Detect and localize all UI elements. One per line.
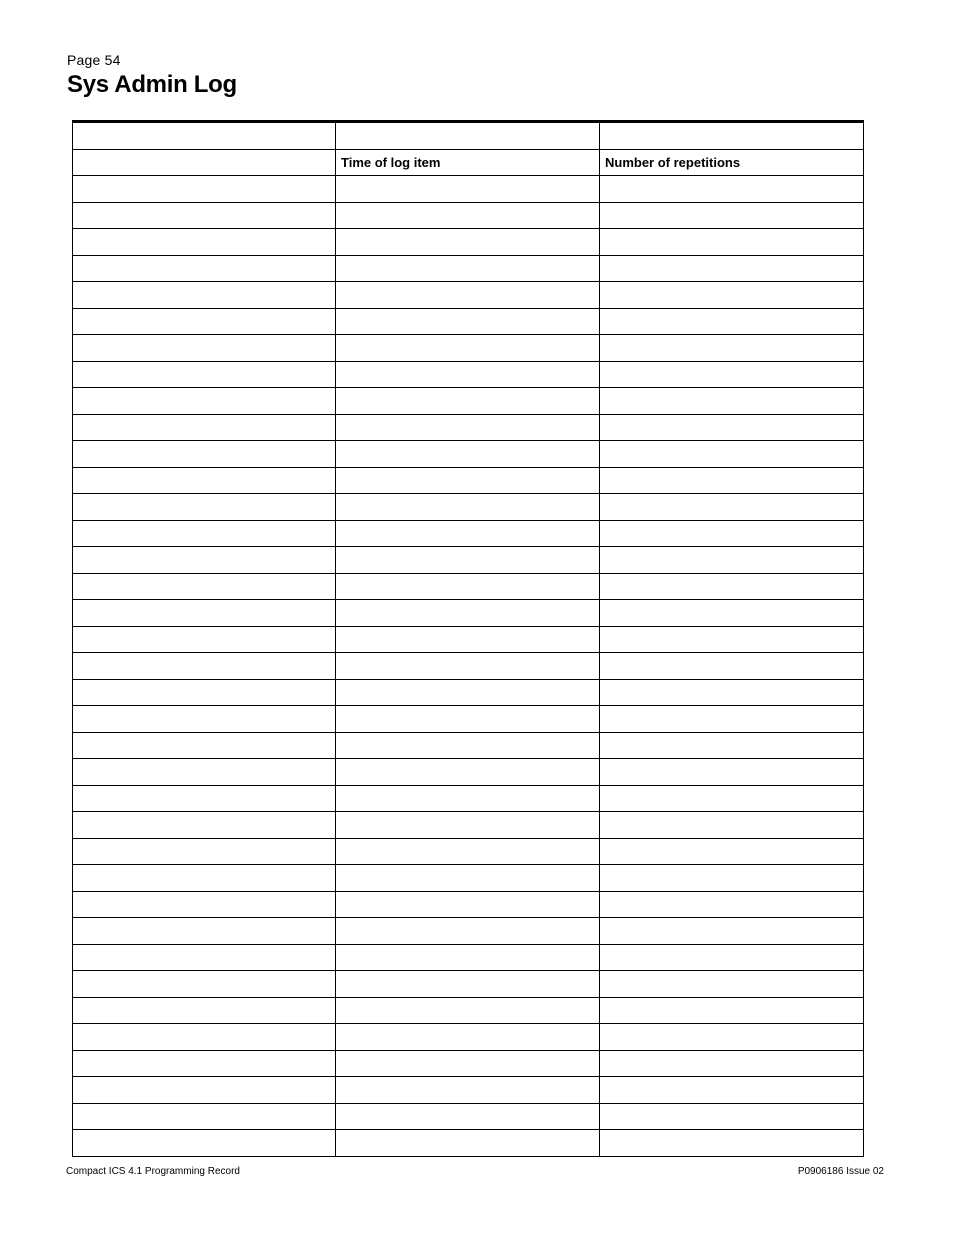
table-cell[interactable]	[600, 467, 864, 494]
top-cell[interactable]	[600, 122, 864, 150]
table-cell[interactable]	[73, 494, 336, 521]
table-cell[interactable]	[600, 1077, 864, 1104]
table-cell[interactable]	[336, 706, 600, 733]
table-cell[interactable]	[600, 732, 864, 759]
table-cell[interactable]	[336, 1130, 600, 1157]
table-cell[interactable]	[73, 997, 336, 1024]
table-cell[interactable]	[73, 653, 336, 680]
table-cell[interactable]	[336, 202, 600, 229]
table-row	[73, 255, 864, 282]
table-row	[73, 520, 864, 547]
table-cell[interactable]	[73, 626, 336, 653]
table-cell[interactable]	[73, 361, 336, 388]
table-cell[interactable]	[336, 600, 600, 627]
table-cell[interactable]	[336, 255, 600, 282]
table-cell[interactable]	[600, 1103, 864, 1130]
table-cell[interactable]	[336, 414, 600, 441]
table-top-row	[73, 122, 864, 150]
table-cell[interactable]	[336, 626, 600, 653]
table-cell[interactable]	[336, 229, 600, 256]
table-cell[interactable]	[600, 1024, 864, 1051]
table-cell[interactable]	[600, 229, 864, 256]
table-cell[interactable]	[600, 441, 864, 468]
table-cell[interactable]	[600, 997, 864, 1024]
table-row	[73, 1024, 864, 1051]
table-cell[interactable]	[73, 1130, 336, 1157]
table-row	[73, 679, 864, 706]
table-cell[interactable]	[336, 467, 600, 494]
table-row	[73, 891, 864, 918]
table-cell[interactable]	[600, 308, 864, 335]
table-cell[interactable]	[336, 1103, 600, 1130]
table-cell[interactable]	[600, 494, 864, 521]
table-cell[interactable]	[336, 573, 600, 600]
table-cell[interactable]	[600, 626, 864, 653]
table-cell[interactable]	[336, 679, 600, 706]
table-cell[interactable]	[73, 176, 336, 203]
table-row	[73, 626, 864, 653]
table-cell[interactable]	[73, 944, 336, 971]
table-cell[interactable]	[73, 1024, 336, 1051]
table-cell[interactable]	[600, 255, 864, 282]
table-cell[interactable]	[336, 997, 600, 1024]
table-cell[interactable]	[73, 388, 336, 415]
table-cell[interactable]	[600, 679, 864, 706]
table-cell[interactable]	[73, 971, 336, 998]
table-cell[interactable]	[73, 918, 336, 945]
table-row	[73, 282, 864, 309]
table-cell[interactable]	[336, 1077, 600, 1104]
table-cell[interactable]	[73, 547, 336, 574]
table-cell[interactable]	[336, 865, 600, 892]
table-cell[interactable]	[336, 282, 600, 309]
table-row	[73, 1077, 864, 1104]
table-cell[interactable]	[336, 653, 600, 680]
table-cell[interactable]	[600, 600, 864, 627]
table-cell[interactable]	[600, 838, 864, 865]
table-cell[interactable]	[336, 388, 600, 415]
table-cell[interactable]	[73, 600, 336, 627]
table-row	[73, 653, 864, 680]
page-number: Page 54	[67, 52, 121, 68]
table-cell[interactable]	[336, 918, 600, 945]
table-cell[interactable]	[336, 891, 600, 918]
table-cell[interactable]	[336, 1050, 600, 1077]
table-cell[interactable]	[600, 361, 864, 388]
table-cell[interactable]	[73, 679, 336, 706]
page-title: Sys Admin Log	[67, 71, 237, 98]
table-cell[interactable]	[600, 282, 864, 309]
table-row	[73, 1130, 864, 1157]
table-row	[73, 202, 864, 229]
table-cell[interactable]	[600, 176, 864, 203]
table-cell[interactable]	[73, 838, 336, 865]
table-cell[interactable]	[336, 838, 600, 865]
table-cell[interactable]	[600, 812, 864, 839]
table-row	[73, 573, 864, 600]
table-cell[interactable]	[336, 308, 600, 335]
table-row	[73, 785, 864, 812]
table-cell[interactable]	[600, 891, 864, 918]
table-row	[73, 706, 864, 733]
table-cell[interactable]	[336, 812, 600, 839]
table-cell[interactable]	[73, 414, 336, 441]
table-row	[73, 176, 864, 203]
table-cell[interactable]	[600, 785, 864, 812]
table-cell[interactable]	[73, 308, 336, 335]
table-row	[73, 944, 864, 971]
table-cell[interactable]	[600, 1050, 864, 1077]
top-cell[interactable]	[336, 122, 600, 150]
table-row	[73, 600, 864, 627]
table-row	[73, 467, 864, 494]
column-header-log-item	[73, 149, 336, 176]
table-cell[interactable]	[73, 202, 336, 229]
table-cell[interactable]	[73, 759, 336, 786]
table-row	[73, 732, 864, 759]
table-cell[interactable]	[600, 706, 864, 733]
table-cell[interactable]	[336, 1024, 600, 1051]
table-row	[73, 997, 864, 1024]
table-cell[interactable]	[73, 520, 336, 547]
table-cell[interactable]	[73, 1050, 336, 1077]
table-cell[interactable]	[336, 785, 600, 812]
table-cell[interactable]	[336, 441, 600, 468]
table-cell[interactable]	[336, 944, 600, 971]
table-row	[73, 865, 864, 892]
table-row	[73, 388, 864, 415]
table-cell[interactable]	[73, 785, 336, 812]
table-row	[73, 308, 864, 335]
table-cell[interactable]	[73, 865, 336, 892]
table-cell[interactable]	[336, 547, 600, 574]
table-cell[interactable]	[600, 520, 864, 547]
table-cell[interactable]	[600, 918, 864, 945]
table-row	[73, 918, 864, 945]
table-row	[73, 812, 864, 839]
table-cell[interactable]	[336, 759, 600, 786]
table-cell[interactable]	[73, 1077, 336, 1104]
table-row	[73, 1050, 864, 1077]
table-row	[73, 494, 864, 521]
table-cell[interactable]	[600, 1130, 864, 1157]
table-cell[interactable]	[600, 388, 864, 415]
table-cell[interactable]	[600, 202, 864, 229]
table-cell[interactable]	[73, 255, 336, 282]
table-cell[interactable]	[336, 494, 600, 521]
table-cell[interactable]	[336, 176, 600, 203]
table-cell[interactable]	[73, 467, 336, 494]
column-header-time: Time of log item	[336, 149, 600, 176]
table-cell[interactable]	[336, 732, 600, 759]
table-cell[interactable]	[600, 335, 864, 362]
table-row	[73, 547, 864, 574]
table-cell[interactable]	[600, 944, 864, 971]
table-row	[73, 335, 864, 362]
table-cell[interactable]	[73, 812, 336, 839]
table-header-row	[73, 149, 864, 176]
table-row	[73, 838, 864, 865]
table-cell[interactable]	[336, 335, 600, 362]
table-cell[interactable]	[73, 706, 336, 733]
table-cell[interactable]	[73, 573, 336, 600]
table-cell[interactable]	[600, 414, 864, 441]
table-cell[interactable]	[73, 229, 336, 256]
table-cell[interactable]	[73, 891, 336, 918]
table-cell[interactable]	[600, 547, 864, 574]
sys-admin-log-table	[72, 120, 864, 1157]
table-row	[73, 441, 864, 468]
table-cell[interactable]	[600, 573, 864, 600]
table-cell[interactable]	[73, 335, 336, 362]
table-cell[interactable]	[73, 441, 336, 468]
table-cell[interactable]	[600, 865, 864, 892]
table-row	[73, 361, 864, 388]
table-cell[interactable]	[600, 759, 864, 786]
table-row	[73, 971, 864, 998]
table-cell[interactable]	[73, 282, 336, 309]
footer-document-number: P0906186 Issue 02	[797, 1166, 884, 1177]
table-cell[interactable]	[336, 971, 600, 998]
top-cell[interactable]	[73, 122, 336, 150]
column-header-repetitions: Number of repetitions	[600, 149, 864, 176]
table-cell[interactable]	[600, 653, 864, 680]
table-cell[interactable]	[336, 361, 600, 388]
footer-document-title: Compact ICS 4.1 Programming Record	[66, 1166, 240, 1177]
table-row	[73, 229, 864, 256]
table-row	[73, 1103, 864, 1130]
table-cell[interactable]	[73, 732, 336, 759]
table-cell[interactable]	[600, 971, 864, 998]
table-cell[interactable]	[336, 520, 600, 547]
table-cell[interactable]	[73, 1103, 336, 1130]
table-row	[73, 759, 864, 786]
table-row	[73, 414, 864, 441]
